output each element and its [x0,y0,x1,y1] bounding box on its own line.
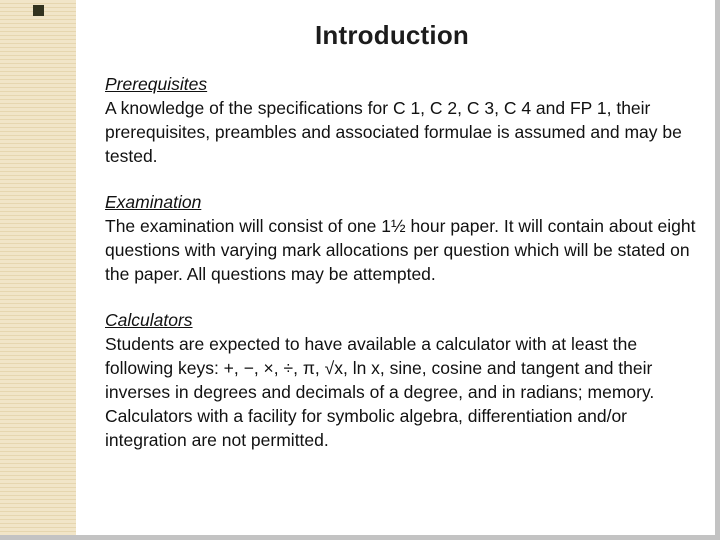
section-examination [105,190,700,286]
section-body-prerequisites: A knowledge of the specifications for C 1, C 2, C 3, C 4 and FP 1, their prerequisites, preambles and associated formulae is assumed and may be tested. [105,98,682,166]
section-heading-prerequisites: Prerequisites [105,74,208,94]
section-heading-calculators: Calculators [105,310,193,330]
accent-square [33,5,44,16]
sidebar-texture [0,0,76,540]
slide-title: Introduction [314,20,470,50]
section-body-calculators: Students are expected to have available a calculator with at least the following keys: +, −, ×, ÷, π, √x, ln x, sine, cosine and tangent and their inverses in degrees and decimals of a degree, and in radians; memory. Calculators with a facility for symbolic algebra, differentiation and/or integration are not permitted. [105,334,655,450]
section-prerequisites [105,72,700,168]
section-body-examination: The examination will consist of one 1½ hour paper. It will contain about eight questions with varying mark allocations per question which will be stated on the paper. All questions may be attempted. [105,216,696,284]
section-calculators [105,308,700,452]
window-edge-bottom [0,535,720,540]
section-heading-examination: Examination [105,192,202,212]
window-edge-right [715,0,720,540]
slide-content [105,72,700,474]
